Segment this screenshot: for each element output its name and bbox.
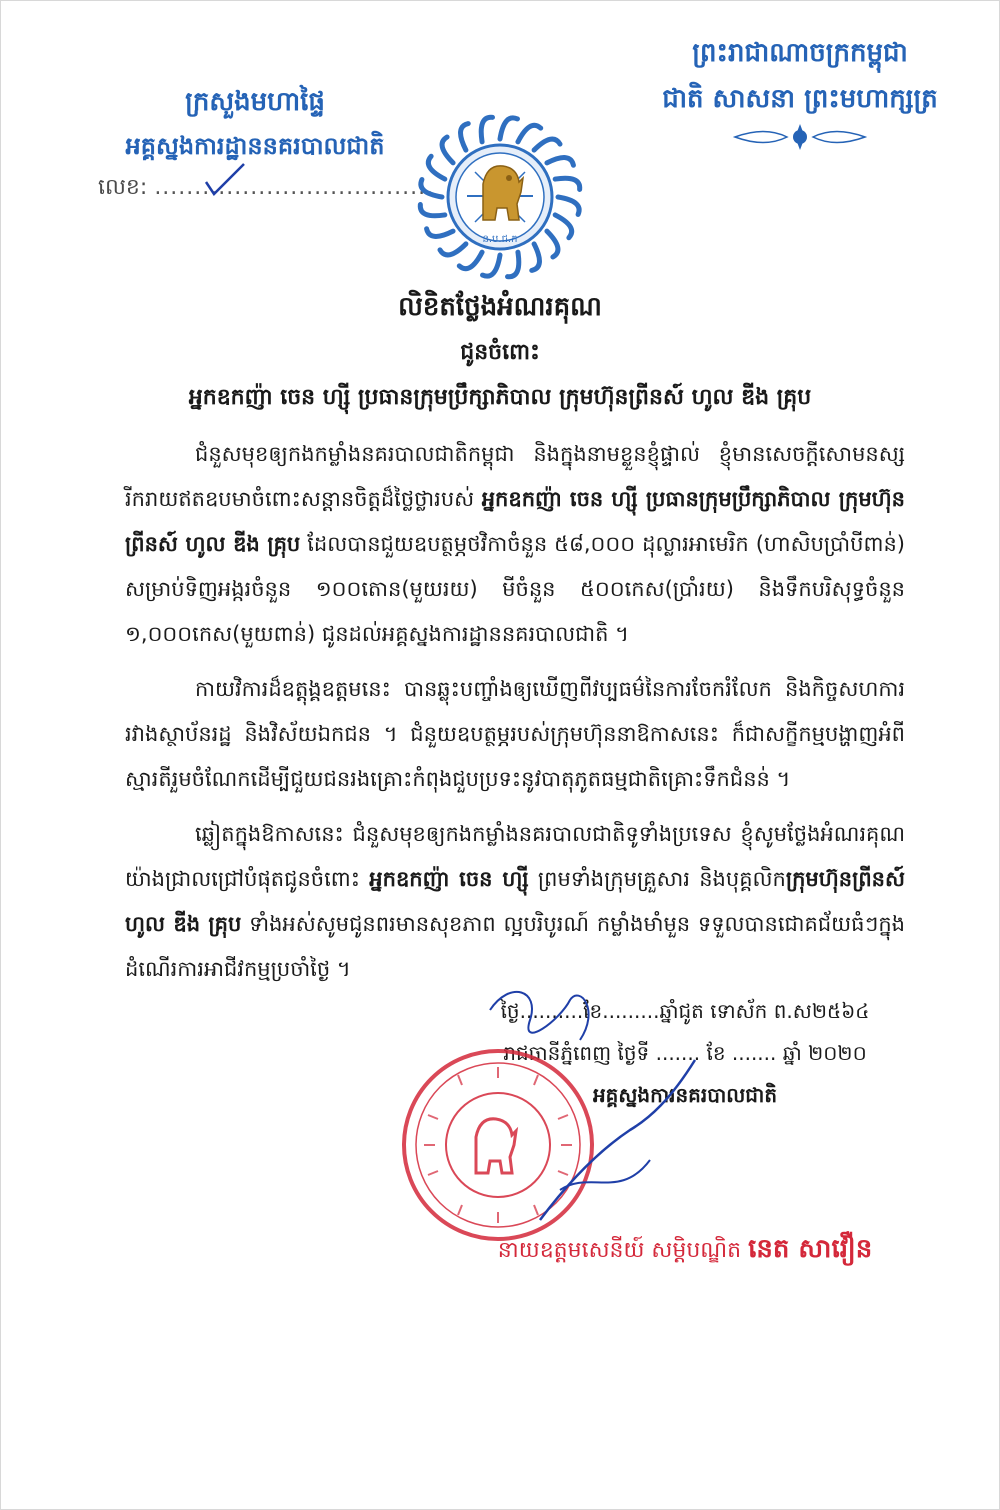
logo-ray	[547, 158, 574, 166]
company-bold-name: ក្រុមហ៊ុនព្រីនស៍ ហូល ឌីង គ្រុប	[125, 867, 905, 936]
logo-ray	[459, 252, 482, 269]
addressed-to: ជូនចំពោះ	[460, 340, 540, 365]
logo-ray	[442, 137, 453, 163]
logo-ray	[508, 252, 519, 277]
kingdom-name: ព្រះរាជាណាចក្រកម្ពុជា	[692, 38, 908, 68]
logo-text: ន.ប.ជ.ក	[482, 234, 518, 245]
reference-number-line	[98, 173, 434, 205]
logo-ray	[421, 180, 442, 197]
paragraph-3-text-end: ទាំងអស់សូមជូនពរមានសុខភាព ល្អបរិបូរណ៍ កម្លាំងមាំមួន ទទួលបានជោគជ័យធំៗក្នុងដំណើរការអាជីវកម្មប្រចាំថ្ងៃ ។	[125, 912, 906, 981]
lunar-date: ថ្ងៃ..........ខែ.........ឆ្នាំជូត ទោស័ក ព.ស២៥៦៤	[500, 999, 870, 1023]
logo-ray	[558, 197, 579, 214]
logo-ray	[440, 244, 466, 255]
paragraph-3	[125, 812, 905, 992]
reference-dots: ...................................	[154, 175, 435, 200]
logo-ray	[481, 117, 492, 142]
logo-ray	[420, 205, 445, 216]
solar-date: រាជធានីភ្នំពេញ ថ្ងៃទី ....... ខែ ....... ឆ្នាំ ២០២០	[503, 1041, 867, 1065]
logo-ray	[555, 178, 580, 189]
paragraph-2: កាយវិការដ៏ឧត្ដុង្គឧត្ដមនេះ បានឆ្លុះបញ្ចាំងឲ្យឃើញពីវប្បធម៌នៃការចែករំលែក និងកិច្ចសហការរវាងស្ថាប័នរដ្ឋ និងវិស័យឯកជន ។ ជំនួយឧបត្ថម្ភរបស់ក្រុមហ៊ុននាឱកាសនេះ ក៏ជាសក្ខីកម្មបង្ហាញអំពីស្មារតីរួមចំណែកដើម្បីជួយជនរងគ្រោះកំពុងជួបប្រទះនូវបាតុភូតធម្មជាតិគ្រោះទឹកជំនន់ ។	[125, 677, 905, 791]
logo-ray	[534, 139, 560, 150]
letter-title: លិខិតថ្លែងអំណរគុណ	[398, 292, 602, 322]
handwritten-signature	[480, 980, 720, 1240]
header-left	[95, 80, 415, 168]
paragraph-3-text: ឆ្លៀតក្នុងឱកាសនេះ ជំនួសមុខឲ្យកងកម្លាំងនគរបាលជាតិទូទាំងប្រទេស ខ្ញុំសូមថ្លែងអំណរគុណយ៉ាងជ្រាលជ្រៅបំផុតជូនចំពោះ	[125, 822, 905, 891]
checkmark-icon	[200, 160, 250, 200]
logo-ray	[427, 229, 454, 237]
signer-line	[450, 1232, 920, 1270]
police-emblem-logo	[405, 112, 595, 282]
signer-name: នេត សាវឿន	[748, 1234, 873, 1264]
recipient-line: អ្នកឧកញ៉ា ចេន ហ្សុី ប្រធានក្រុមប្រឹក្សាភិបាល ក្រុមហ៊ុនព្រីនស៍ ហូល ឌីង គ្រុប	[188, 385, 812, 410]
letter-body	[125, 432, 905, 1002]
signer-rank: នាយឧត្តមសេនីយ៍ សម្ដិបណ្ឌិត	[497, 1238, 749, 1263]
logo-ray	[532, 244, 540, 271]
logo-ray	[483, 255, 500, 276]
recipient-bold-name-2: អ្នកឧកញ៉ា ចេន ហ្សុី	[369, 867, 529, 891]
logo-ray	[547, 231, 558, 257]
issuing-office: អគ្គស្នងការនគរបាលជាតិ	[592, 1083, 778, 1107]
logo-ray	[428, 156, 445, 179]
ornament-icon	[725, 122, 875, 152]
logo-ray	[555, 215, 572, 238]
paragraph-3-text-cont: ព្រមទាំងក្រុមគ្រួសារ និងបុគ្គលិក	[528, 867, 786, 891]
logo-ray	[500, 118, 517, 139]
logo-ray	[518, 125, 541, 142]
paragraph-1-text: ជំនួសមុខឲ្យកងកម្លាំងនគរបាលជាតិកម្ពុជា និងក្នុងនាមខ្លួនខ្ញុំផ្ទាល់ ខ្ញុំមានសេចក្ដីសោមនស្សរីករាយឥតឧបមាចំពោះសន្ដានចិត្តដ៏ថ្លៃថ្លារបស់	[125, 442, 905, 511]
ministry-name: ក្រសួងមហាផ្ទៃ	[185, 87, 325, 117]
reference-label: លេខ:	[98, 175, 148, 200]
recipient-bold-name: អ្នកឧកញ៉ា ចេន ហ្សុី ប្រធានក្រុមប្រឹក្សាភិបាល ក្រុមហ៊ុនព្រីនស៍ ហូល ឌីង គ្រុប	[125, 487, 905, 556]
paragraph-1-text-cont: ដែលបានជួយឧបត្ថម្ភថវិកាចំនួន ៥៨,០០០ ដុល្លារអាមេរិក (ហាសិបប្រាំបីពាន់) សម្រាប់ទិញអង្ករចំនួន ១០០តោន(មួយរយ) មីចំនួន ៥០០កេស(ប្រាំរយ) និងទឹកបរិសុទ្ធចំនួន ១,០០០កេស(មួយពាន់) ជូនដល់អគ្គស្នងការដ្ឋាននគរបាលជាតិ ។	[125, 532, 905, 646]
department-name: អគ្គស្នងការដ្ឋាននគរបាលជាតិ	[125, 132, 385, 160]
national-motto: ជាតិ សាសនា ព្រះមហាក្សត្រ	[662, 84, 938, 114]
header-right	[640, 30, 960, 152]
paragraph-1	[125, 432, 905, 657]
logo-ray	[461, 124, 469, 151]
